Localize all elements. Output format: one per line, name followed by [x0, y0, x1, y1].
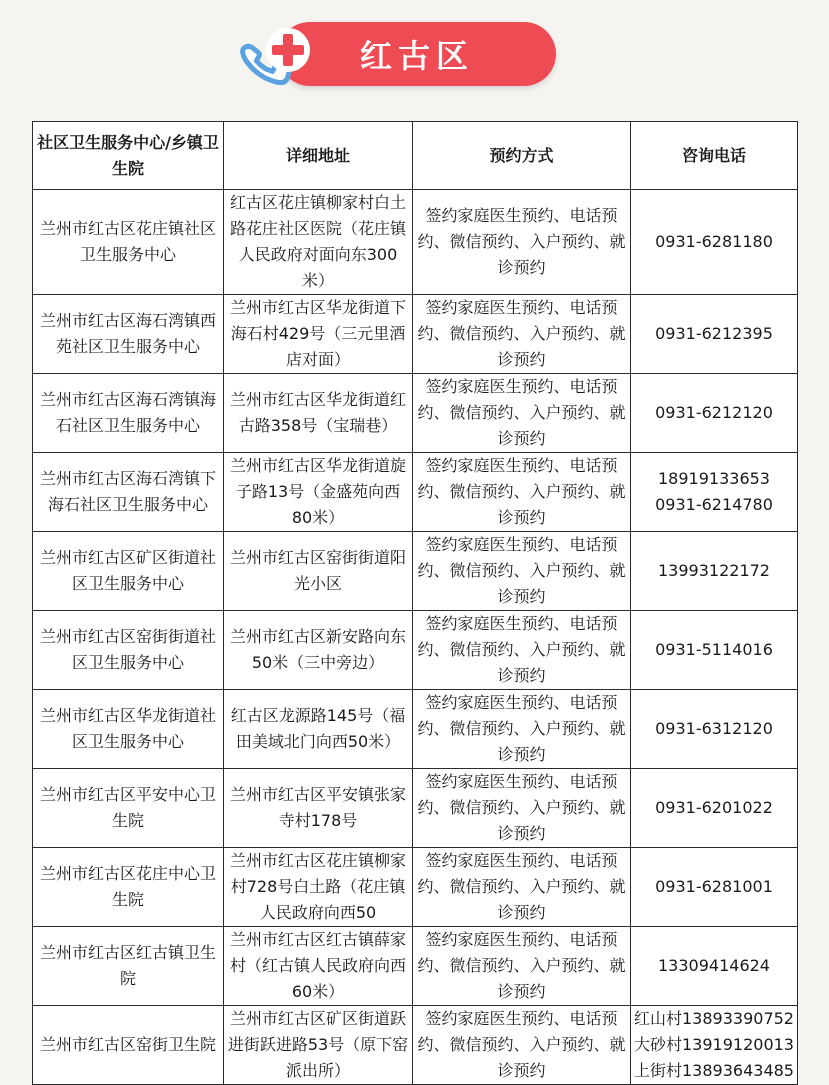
district-banner [238, 16, 556, 94]
table-row [33, 848, 798, 927]
phone-number: 0931-6212120 [655, 403, 773, 422]
cell-method: 签约家庭医生预约、电话预约、微信预约、入户预约、就诊预约 [413, 769, 631, 848]
cell-address: 兰州市红古区华龙街道下海石村429号（三元里酒店对面） [224, 295, 413, 374]
cell-method: 签约家庭医生预约、电话预约、微信预约、入户预约、就诊预约 [413, 1006, 631, 1085]
cell-method: 签约家庭医生预约、电话预约、微信预约、入户预约、就诊预约 [413, 532, 631, 611]
cell-address: 兰州市红古区红古镇薛家村（红古镇人民政府向西60米） [224, 927, 413, 1006]
phone-number: 0931-6201022 [655, 798, 773, 817]
cell-address: 红古区花庄镇柳家村白土路花庄社区医院（花庄镇人民政府对面向东300米） [224, 190, 413, 295]
table-row [33, 769, 798, 848]
cell-method: 签约家庭医生预约、电话预约、微信预约、入户预约、就诊预约 [413, 690, 631, 769]
cell-method: 签约家庭医生预约、电话预约、微信预约、入户预约、就诊预约 [413, 453, 631, 532]
cell-address: 兰州市红古区华龙街道旋子路13号（金盛苑向西80米） [224, 453, 413, 532]
cell-phone [631, 532, 798, 611]
cell-address: 兰州市红古区新安路向东50米（三中旁边） [224, 611, 413, 690]
cell-address: 兰州市红古区平安镇张家寺村178号 [224, 769, 413, 848]
phone-number: 大砂村13919120013 [634, 1035, 794, 1054]
phone-number: 0931-5114016 [655, 640, 773, 659]
phone-number: 18919133653 [658, 469, 770, 488]
cell-phone [631, 927, 798, 1006]
phone-number: 13309414624 [658, 956, 770, 975]
cell-institution: 兰州市红古区华龙街道社区卫生服务中心 [33, 690, 224, 769]
header-method: 预约方式 [413, 122, 631, 190]
cell-institution: 兰州市红古区海石湾镇海石社区卫生服务中心 [33, 374, 224, 453]
table-row [33, 190, 798, 295]
cell-institution: 兰州市红古区矿区街道社区卫生服务中心 [33, 532, 224, 611]
phone-number: 0931-6281001 [655, 877, 773, 896]
cell-institution: 兰州市红古区红古镇卫生院 [33, 927, 224, 1006]
table-row [33, 1006, 798, 1085]
table-row [33, 532, 798, 611]
cell-address: 兰州市红古区花庄镇柳家村728号白土路（花庄镇人民政府向西50 [224, 848, 413, 927]
phone-number: 13993122172 [658, 561, 770, 580]
table-row [33, 611, 798, 690]
cell-institution: 兰州市红古区平安中心卫生院 [33, 769, 224, 848]
phone-number: 上街村13893643485 [634, 1061, 794, 1080]
table-row [33, 927, 798, 1006]
cell-phone [631, 611, 798, 690]
page-title: 红古区 [359, 37, 474, 75]
cell-phone [631, 1006, 798, 1085]
phone-number: 0931-6214780 [655, 495, 773, 514]
cell-method: 签约家庭医生预约、电话预约、微信预约、入户预约、就诊预约 [413, 374, 631, 453]
cell-phone [631, 769, 798, 848]
table-row [33, 690, 798, 769]
phone-number: 0931-6281180 [655, 232, 773, 251]
cell-institution: 兰州市红古区海石湾镇西苑社区卫生服务中心 [33, 295, 224, 374]
table-row [33, 453, 798, 532]
cell-method: 签约家庭医生预约、电话预约、微信预约、入户预约、就诊预约 [413, 611, 631, 690]
cell-institution: 兰州市红古区花庄中心卫生院 [33, 848, 224, 927]
cell-institution: 兰州市红古区海石湾镇下海石社区卫生服务中心 [33, 453, 224, 532]
health-center-table [32, 121, 798, 1085]
cell-phone [631, 374, 798, 453]
cell-address: 兰州市红古区华龙街道红古路358号（宝瑞巷） [224, 374, 413, 453]
cell-phone [631, 190, 798, 295]
cell-institution: 兰州市红古区窑街卫生院 [33, 1006, 224, 1085]
cell-phone [631, 848, 798, 927]
cell-institution: 兰州市红古区窑街街道社区卫生服务中心 [33, 611, 224, 690]
phone-number: 红山村13893390752 [634, 1009, 794, 1028]
cell-phone [631, 690, 798, 769]
table-row [33, 295, 798, 374]
table-header-row [33, 122, 798, 190]
cell-method: 签约家庭医生预约、电话预约、微信预约、入户预约、就诊预约 [413, 295, 631, 374]
phone-number: 0931-6212395 [655, 324, 773, 343]
cell-address: 兰州市红古区窑街街道阳光小区 [224, 532, 413, 611]
cell-method: 签约家庭医生预约、电话预约、微信预约、入户预约、就诊预约 [413, 927, 631, 1006]
cell-institution: 兰州市红古区花庄镇社区卫生服务中心 [33, 190, 224, 295]
header-address: 详细地址 [224, 122, 413, 190]
phone-number: 0931-6312120 [655, 719, 773, 738]
cell-phone [631, 295, 798, 374]
cell-address: 兰州市红古区矿区街道跃进街跃进路53号（原下窑派出所） [224, 1006, 413, 1085]
cell-method: 签约家庭医生预约、电话预约、微信预约、入户预约、就诊预约 [413, 848, 631, 927]
table-row [33, 374, 798, 453]
medical-cross-phone-icon [238, 16, 318, 94]
cell-method: 签约家庭医生预约、电话预约、微信预约、入户预约、就诊预约 [413, 190, 631, 295]
header-phone: 咨询电话 [631, 122, 798, 190]
cell-phone [631, 453, 798, 532]
cell-address: 红古区龙源路145号（福田美域北门向西50米） [224, 690, 413, 769]
header-institution: 社区卫生服务中心/乡镇卫生院 [33, 122, 224, 190]
